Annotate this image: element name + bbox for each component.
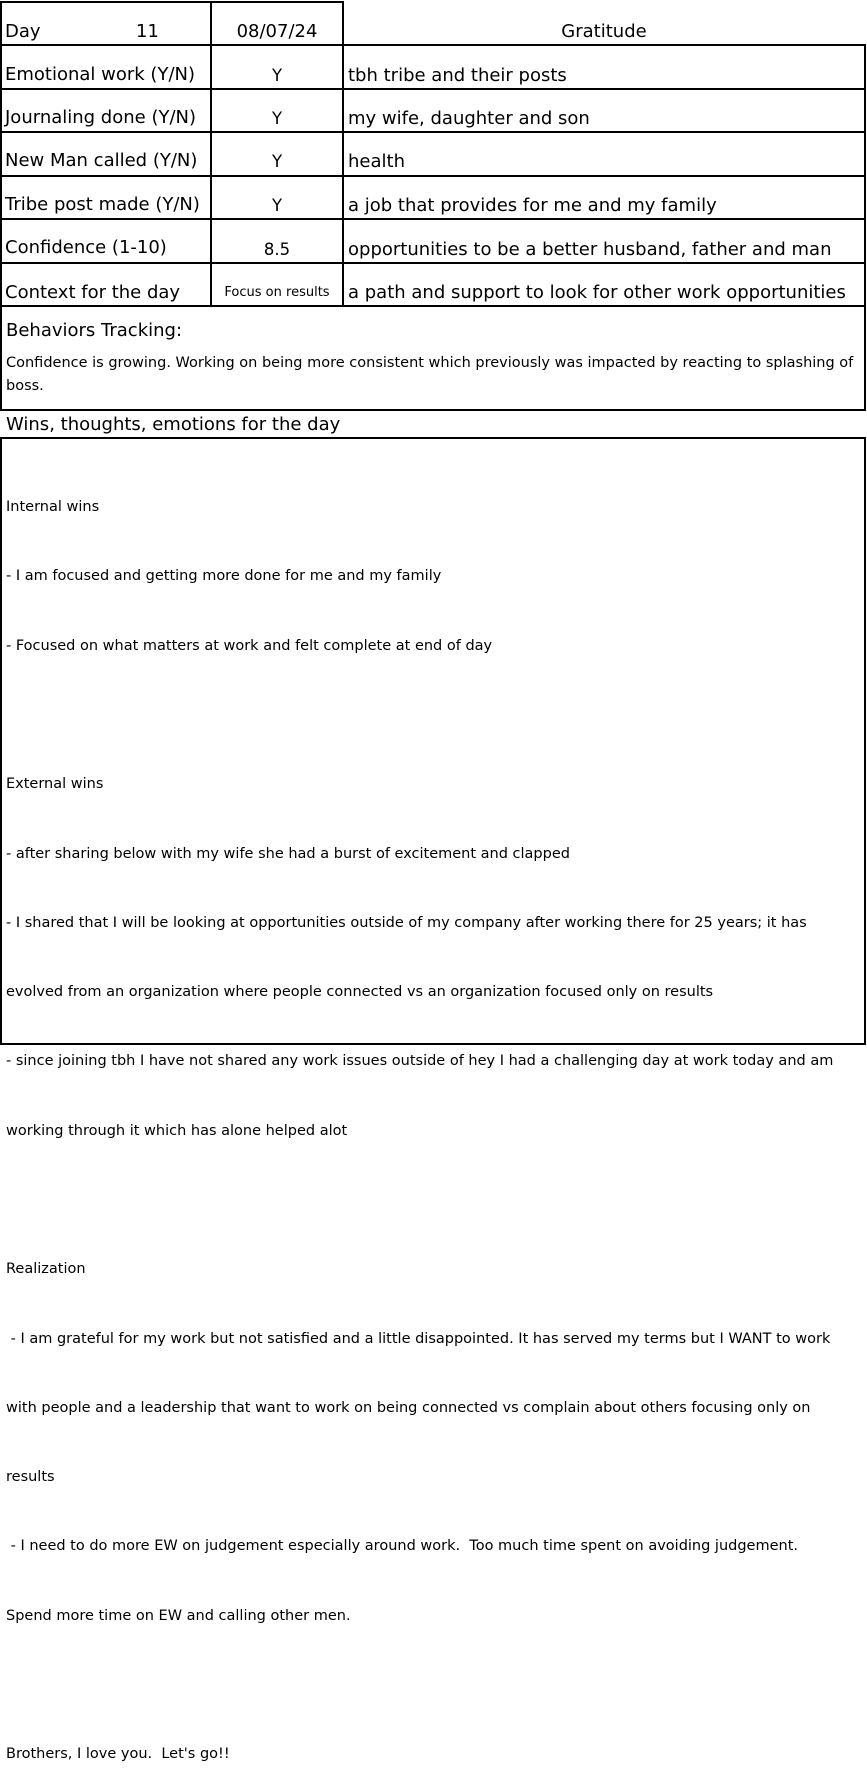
wins-line: results — [6, 1469, 55, 1486]
row-value: Y — [271, 66, 283, 85]
wins-line — [6, 1189, 860, 1212]
grid-line — [0, 175, 866, 177]
wins-line: Realization — [6, 1261, 86, 1278]
wins-line: - I need to do more EW on judgement especially around work. Too much time spent on avoiding judgement. — [6, 1538, 799, 1555]
wins-line: Internal wins — [6, 499, 100, 516]
wins-title: Wins, thoughts, emotions for the day — [6, 414, 341, 435]
row-label: New Man called (Y/N) — [5, 150, 198, 171]
wins-line: - since joining tbh I have not shared any work issues outside of hey I had a challenging day at work today and am — [6, 1053, 834, 1070]
grid-line — [0, 1, 344, 3]
wins-line — [6, 1674, 860, 1697]
row-value: Y — [271, 109, 283, 128]
grid-line — [0, 131, 866, 133]
behaviors-text: Confidence is growing. Working on being more consistent which previously was impacted by reacting to splashing of boss. — [6, 355, 854, 394]
gratitude-item: opportunities to be a better husband, father and man — [348, 239, 832, 260]
grid-line — [0, 409, 866, 411]
grid-line — [0, 88, 866, 90]
grid-line — [342, 1, 344, 307]
row-value: Focus on results — [224, 285, 330, 300]
row-value: 8.5 — [263, 240, 291, 259]
wins-line: Brothers, I love you. Let's go!! — [6, 1746, 230, 1763]
grid-line — [0, 262, 866, 264]
gratitude-item: a job that provides for me and my family — [348, 195, 717, 216]
grid-line — [0, 44, 866, 46]
gratitude-header: Gratitude — [561, 21, 647, 42]
row-value: Y — [271, 152, 283, 171]
grid-line — [864, 437, 866, 1045]
row-label: Context for the day — [5, 282, 181, 303]
grid-line — [0, 305, 866, 307]
behaviors-title: Behaviors Tracking: — [6, 320, 183, 341]
gratitude-item: my wife, daughter and son — [348, 108, 590, 129]
wins-line: - Focused on what matters at work and felt complete at end of day — [6, 637, 493, 654]
wins-line: - I am grateful for my work but not satisfied and a little disappointed. It has served my terms but I WANT to work — [6, 1330, 831, 1347]
wins-line: - after sharing below with my wife she had a burst of excitement and clapped — [6, 845, 570, 862]
gratitude-item: health — [348, 151, 405, 172]
wins-line — [6, 704, 860, 727]
entry-date: 08/07/24 — [236, 21, 318, 42]
day-number: 11 — [136, 21, 159, 42]
grid-line — [0, 1, 2, 411]
wins-line: Spend more time on EW and calling other men. — [6, 1607, 351, 1624]
grid-line — [864, 44, 866, 411]
row-label: Tribe post made (Y/N) — [5, 194, 200, 215]
row-label: Emotional work (Y/N) — [5, 64, 196, 85]
gratitude-item: tbh tribe and their posts — [348, 65, 567, 86]
row-label: Journaling done (Y/N) — [5, 107, 197, 128]
row-label: Confidence (1-10) — [5, 237, 167, 258]
wins-line: External wins — [6, 776, 104, 793]
grid-line — [0, 437, 866, 439]
wins-line: working through it which has alone helped alot — [6, 1122, 348, 1139]
wins-line: - I shared that I will be looking at opportunities outside of my company after working there for 25 years; it has — [6, 914, 807, 931]
grid-line — [0, 218, 866, 220]
grid-line — [0, 437, 2, 1045]
wins-body — [6, 450, 860, 1789]
row-value: Y — [271, 196, 283, 215]
gratitude-item: a path and support to look for other work opportunities — [348, 282, 846, 303]
wins-line: evolved from an organization where people connected vs an organization focused only on results — [6, 984, 714, 1001]
wins-line: - I am focused and getting more done for me and my family — [6, 568, 442, 585]
wins-line: with people and a leadership that want to work on being connected vs complain about others focusing only on — [6, 1399, 811, 1416]
day-label: Day — [5, 21, 41, 42]
